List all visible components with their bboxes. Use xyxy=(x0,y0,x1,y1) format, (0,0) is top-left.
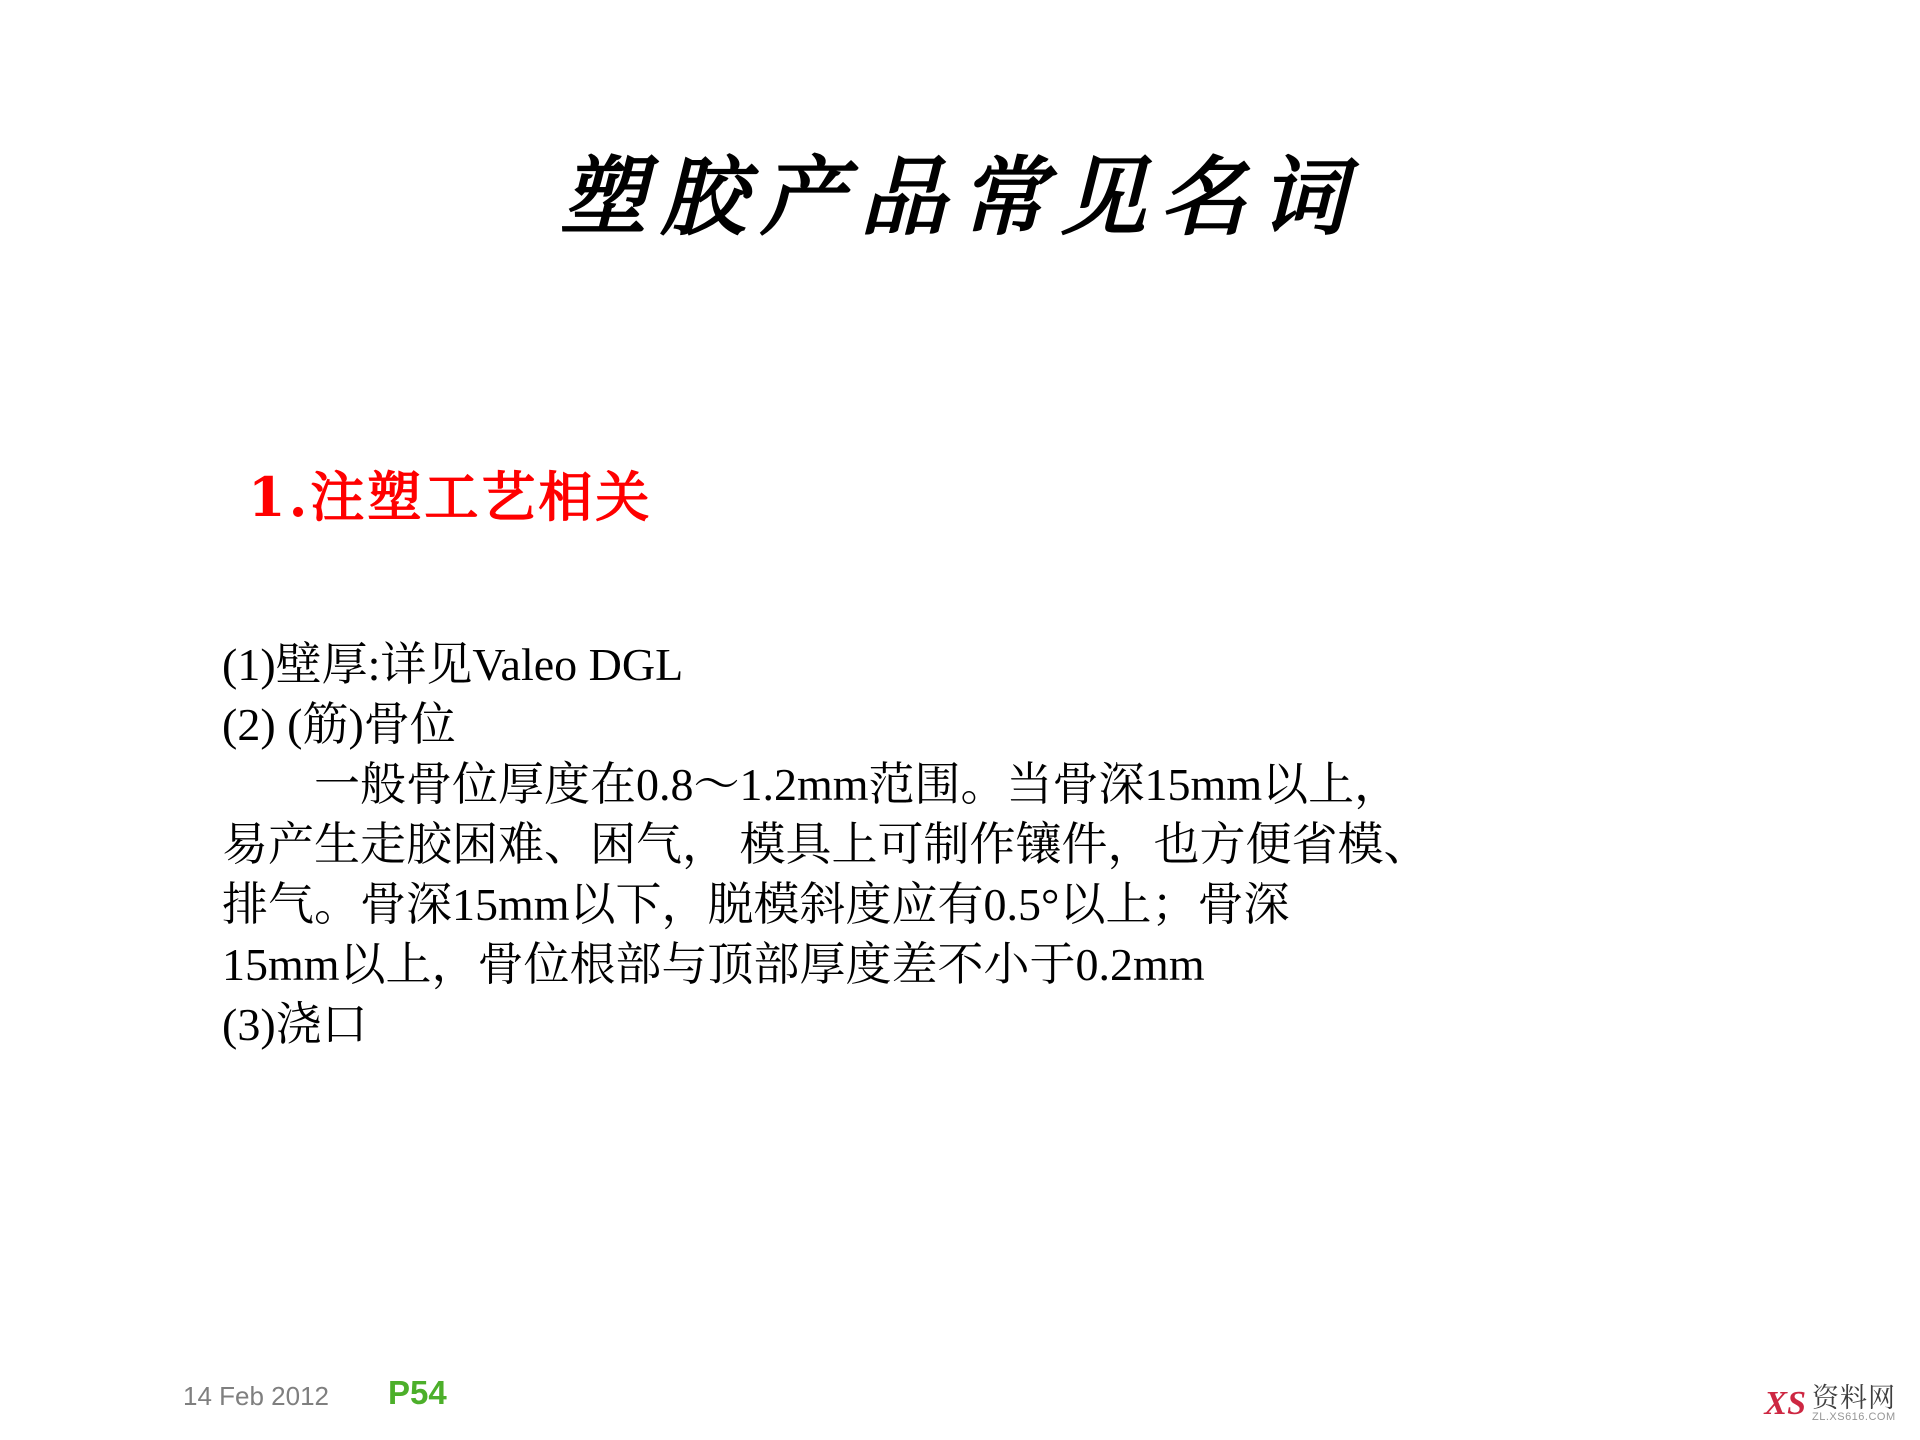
body-line: 15mm以上，骨位根部与顶部厚度差不小于0.2mm xyxy=(222,939,1205,990)
body-line: (1)壁厚:详见Valeo DGL xyxy=(222,639,684,690)
section-heading: 1.注塑工艺相关 xyxy=(248,465,653,529)
body-text-block xyxy=(222,635,1722,1055)
body-line: (2) (筋)骨位 xyxy=(222,699,456,750)
watermark-logo-icon: XS xyxy=(1764,1385,1806,1423)
body-line: 易产生走胶困难、困气， 模具上可制作镶件，也方便省模、 xyxy=(222,819,1430,870)
body-line: 排气。骨深15mm以下，脱模斜度应有0.5°以上；骨深 xyxy=(222,879,1290,930)
watermark-text xyxy=(1812,1384,1896,1424)
watermark-main-text: 资料网 xyxy=(1812,1383,1896,1414)
footer-date: 14 Feb 2012 xyxy=(183,1381,330,1411)
footer-page-number: P54 xyxy=(388,1374,447,1411)
page-title: 塑胶产品常见名词 xyxy=(560,147,1360,248)
watermark xyxy=(1764,1384,1896,1424)
body-line: 一般骨位厚度在0.8～1.2mm范围。当骨深15mm以上， xyxy=(222,759,1401,810)
body-line: (3)浇口 xyxy=(222,999,368,1050)
watermark-sub-text: ZL.XS616.COM xyxy=(1812,1411,1896,1424)
